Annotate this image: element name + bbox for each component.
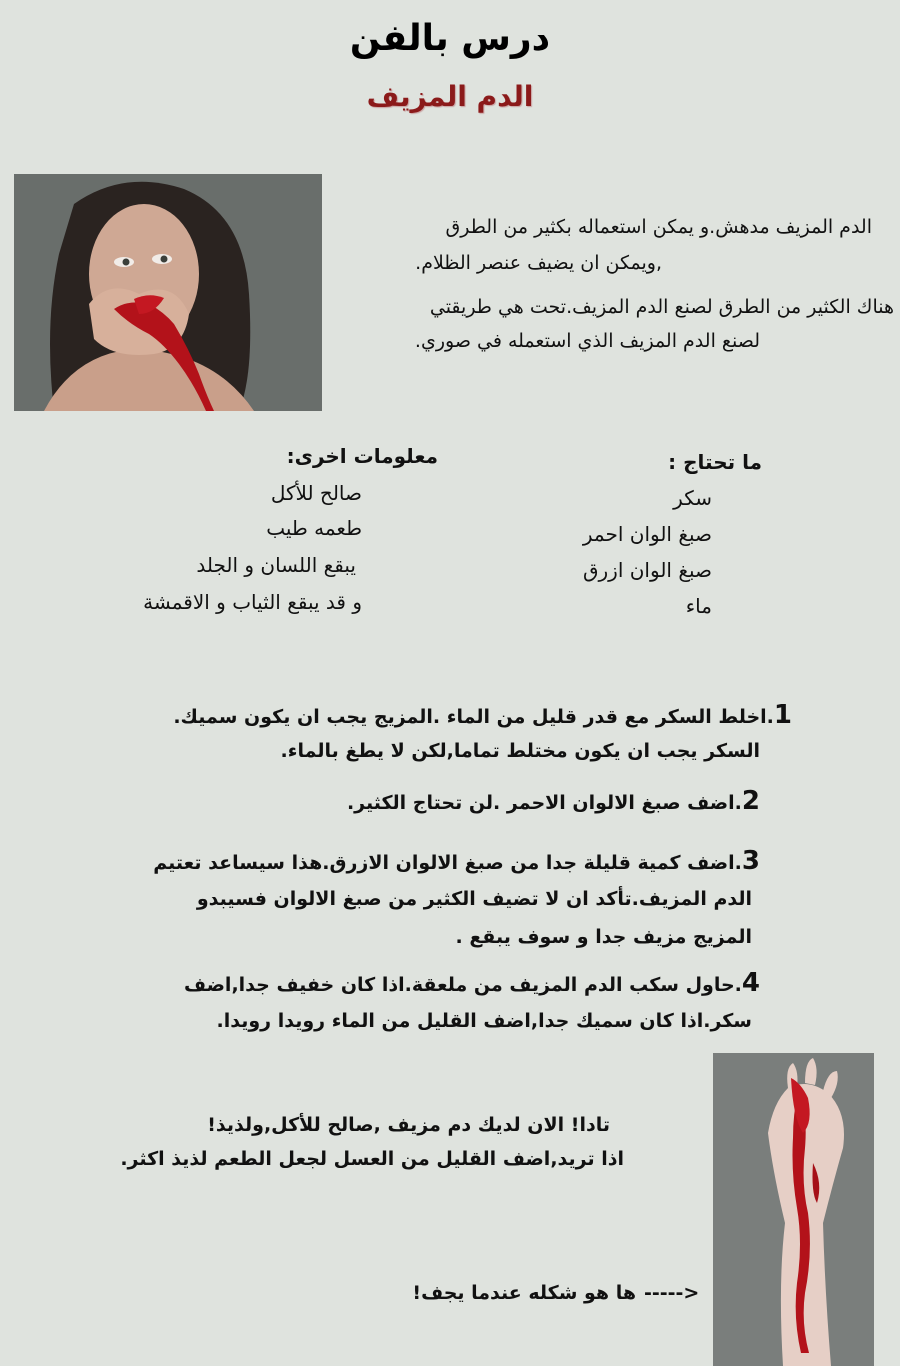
step-1-first-line <box>173 700 792 730</box>
info-item: يبقع اللسان و الجلد <box>196 553 356 577</box>
info-item: و قد يبقع الثياب و الاقمشة <box>143 590 362 614</box>
intro-line: لصنع الدم المزيف الذي استعمله في صوري. <box>414 330 760 352</box>
outro-line: تادا! الان لديك دم مزيف ,صالح للأكل,ولذيذ! <box>207 1114 610 1136</box>
page-subtitle: الدم المزيف <box>366 80 534 113</box>
face-photo-illustration <box>14 174 322 411</box>
outro-line: اذا تريد,اضف القليل من العسل لجعل الطعم لذيذ اكثر. <box>120 1148 624 1170</box>
step-text: .حاول سكب الدم المزيف من ملعقة.اذا كان خفيف جدا,اضف <box>183 974 742 996</box>
intro-line: الدم المزيف مدهش.و يمكن استعماله بكثير من الطرق <box>445 216 872 238</box>
step-number: 1 <box>773 700 792 730</box>
page-title: درس بالفن <box>349 18 551 59</box>
step-text: .اضف كمية قليلة جدا من صبغ الالوان الازرق.هذا سيساعد تعتيم <box>153 852 742 874</box>
ingredient-item: صبغ الوان ازرق <box>583 558 712 582</box>
step-number: 4 <box>741 968 760 998</box>
step-number: 3 <box>741 846 760 876</box>
ingredient-item: صبغ الوان احمر <box>582 522 712 546</box>
info-item: طعمه طيب <box>266 516 362 540</box>
face-photo <box>14 174 322 411</box>
intro-line: ,ويمكن ان يضيف عنصر الظلام. <box>415 252 662 274</box>
step-line: سكر.اذا كان سميك جدا,اضف القليل من الماء رويدا رويدا. <box>216 1010 752 1032</box>
step-line: الدم المزيف.تأكد ان لا تضيف الكثير من صبغ الالوان فسيبدو <box>196 888 752 910</box>
step-3-first-line <box>153 846 760 876</box>
arm-photo-illustration <box>713 1053 874 1366</box>
info-item: صالح للأكل <box>270 481 362 505</box>
arm-photo <box>713 1053 874 1366</box>
ingredients-heading: ما تحتاج : <box>668 450 762 474</box>
step-number: 2 <box>741 786 760 816</box>
dried-caption: ها هو شكله عندما يجف! <box>412 1282 636 1304</box>
ingredient-item: سكر <box>673 486 712 510</box>
step-4-first-line <box>184 968 760 998</box>
step-line: السكر يجب ان يكون مختلط تماما,لكن لا يطغ بالماء. <box>280 740 760 762</box>
step-text: .اضف صبغ الالوان الاحمر .لن تحتاج الكثير. <box>346 792 742 814</box>
step-text: .اخلط السكر مع قدر قليل من الماء .المزيج يجب ان يكون سميك. <box>173 706 774 728</box>
info-heading: معلومات اخرى: <box>286 444 438 468</box>
arrow-indicator: -----> <box>644 1282 700 1304</box>
ingredient-item: ماء <box>685 594 712 618</box>
step-line: المزيج مزيف جدا و سوف يبقع . <box>455 926 752 948</box>
intro-line: هناك الكثير من الطرق لصنع الدم المزيف.تحت هي طريقتي <box>429 296 894 318</box>
step-2-first-line <box>347 786 760 816</box>
